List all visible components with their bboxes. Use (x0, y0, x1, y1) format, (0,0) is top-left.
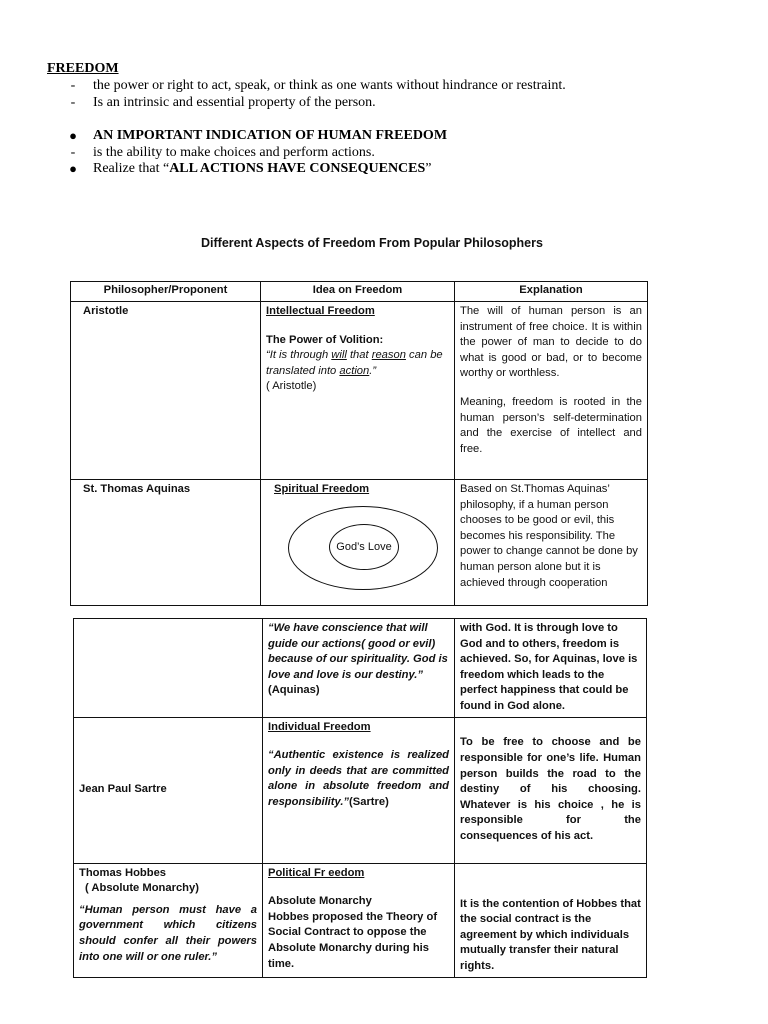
idea-title-spiritual: Spiritual Freedom (274, 483, 370, 495)
table-title: Different Aspects of Freedom From Popular Philosophers (201, 236, 543, 250)
hobbes-idea-text: Hobbes proposed the Theory of Social Contract to oppose the Absolute Monarchy during his time. (268, 910, 438, 970)
definition-text-1: the power or right to act, speak, or think as one wants without hindrance or restraint. (93, 78, 566, 93)
aquinas-quote: “We have conscience that will guide our actions( good or evil) because of our spirituality. God is love and love is our destiny.” (268, 622, 448, 681)
cell-sartre-explanation: To be free to choose and be responsible for one’s life. Human person builds the road to the destiny of his choosing. Whatever is his choice , he is responsible for the consequences of his act. (455, 717, 647, 863)
idea-title-political: Political Fr eedom (268, 866, 365, 879)
aristotle-quote: “It is through will that reason can be translated into action.” (266, 349, 443, 377)
dash-marker: - (70, 145, 76, 160)
aristotle-quote-attribution: ( Aristotle) (266, 380, 317, 393)
header-philosopher: Philosopher/Proponent (71, 282, 261, 302)
philosophers-table-part-2 (73, 618, 647, 978)
cell-aristotle-name: Aristotle (71, 302, 261, 480)
bullet-icon: ● (69, 161, 77, 176)
cell-aquinas-cont-idea (263, 619, 455, 718)
gods-love-inner-ellipse (329, 524, 399, 570)
aquinas-quote-attribution: (Aquinas) (268, 684, 320, 697)
gods-love-label: God’s Love (336, 540, 392, 553)
idea-title-intellectual: Intellectual Freedom (266, 305, 375, 317)
hobbes-subtitle: ( Absolute Monarchy) (85, 882, 199, 895)
idea-subtitle-volition: The Power of Volition: (266, 333, 384, 346)
bullet-icon: ● (69, 128, 77, 143)
table-row-sartre (74, 717, 647, 863)
cell-aquinas-cont-explanation: with God. It is through love to God and to others, freedom is achieved. So, for Aquinas, love is freedom which leads to the perfect happiness that could be found in God alone. (455, 619, 647, 718)
idea-title-individual: Individual Freedom (268, 720, 371, 733)
definition-text-2: Is an intrinsic and essential property of the person. (93, 95, 376, 110)
cell-aquinas-cont-empty (74, 619, 263, 718)
gods-love-outer-ellipse (288, 506, 438, 590)
aristotle-expl-1: The will of human person is an instrument of free choice. It is within the power of man to decide to do what is good or bad, or to become worthy or worthless. (460, 305, 642, 380)
dash-marker: - (70, 78, 76, 93)
cell-sartre-idea (263, 717, 455, 863)
table-row-aristotle (71, 302, 648, 480)
bullet-text-2: Realize that “ALL ACTIONS HAVE CONSEQUENCES” (93, 161, 432, 176)
cell-hobbes-idea (263, 863, 455, 977)
philosophers-table-part-1 (70, 281, 648, 606)
aristotle-expl-2: Meaning, freedom is rooted in the human person’s self-determination and the exercise of intellect and free. (460, 395, 642, 455)
bullet-text-1: AN IMPORTANT INDICATION OF HUMAN FREEDOM (93, 128, 448, 143)
cell-aristotle-idea (261, 302, 455, 480)
header-explanation: Explanation (455, 282, 648, 302)
dash-marker: - (70, 95, 76, 110)
cell-hobbes-explanation: It is the contention of Hobbes that the social contract is the agreement by which individuals mutually transfer their natural rights. (455, 863, 647, 977)
hobbes-name: Thomas Hobbes (79, 866, 167, 879)
hobbes-quote: “Human person must have a government which citizens should confer all their powers into one will or one ruler.” (79, 903, 257, 963)
table-row-aquinas-continued (74, 619, 647, 718)
idea-subtitle-monarchy: Absolute Monarchy (268, 895, 372, 908)
freedom-heading: FREEDOM (47, 61, 119, 76)
cell-sartre-name: Jean Paul Sartre (74, 717, 263, 863)
table-row-aquinas (71, 480, 648, 606)
cell-hobbes-name (74, 863, 263, 977)
cell-aquinas-explanation: Based on St.Thomas Aquinas’ philosophy, if a human person chooses to be good or evil, this becomes his responsibility. The power to change cannot be done by human person alone but it is achieved through cooperation (455, 480, 648, 606)
definition-text-3: is the ability to make choices and perform actions. (93, 145, 375, 160)
cell-aquinas-idea (261, 480, 455, 606)
table-row-hobbes (74, 863, 647, 977)
sartre-quote: “Authentic existence is realized only in deeds that are committed alone in absolute freedom and responsibility.”(Sartre) (268, 749, 449, 808)
cell-aquinas-name: St. Thomas Aquinas (71, 480, 261, 606)
consequences-emphasis: ALL ACTIONS HAVE CONSEQUENCES (169, 161, 426, 176)
table-header-row (71, 282, 648, 302)
header-idea: Idea on Freedom (261, 282, 455, 302)
cell-aristotle-explanation (455, 302, 648, 480)
